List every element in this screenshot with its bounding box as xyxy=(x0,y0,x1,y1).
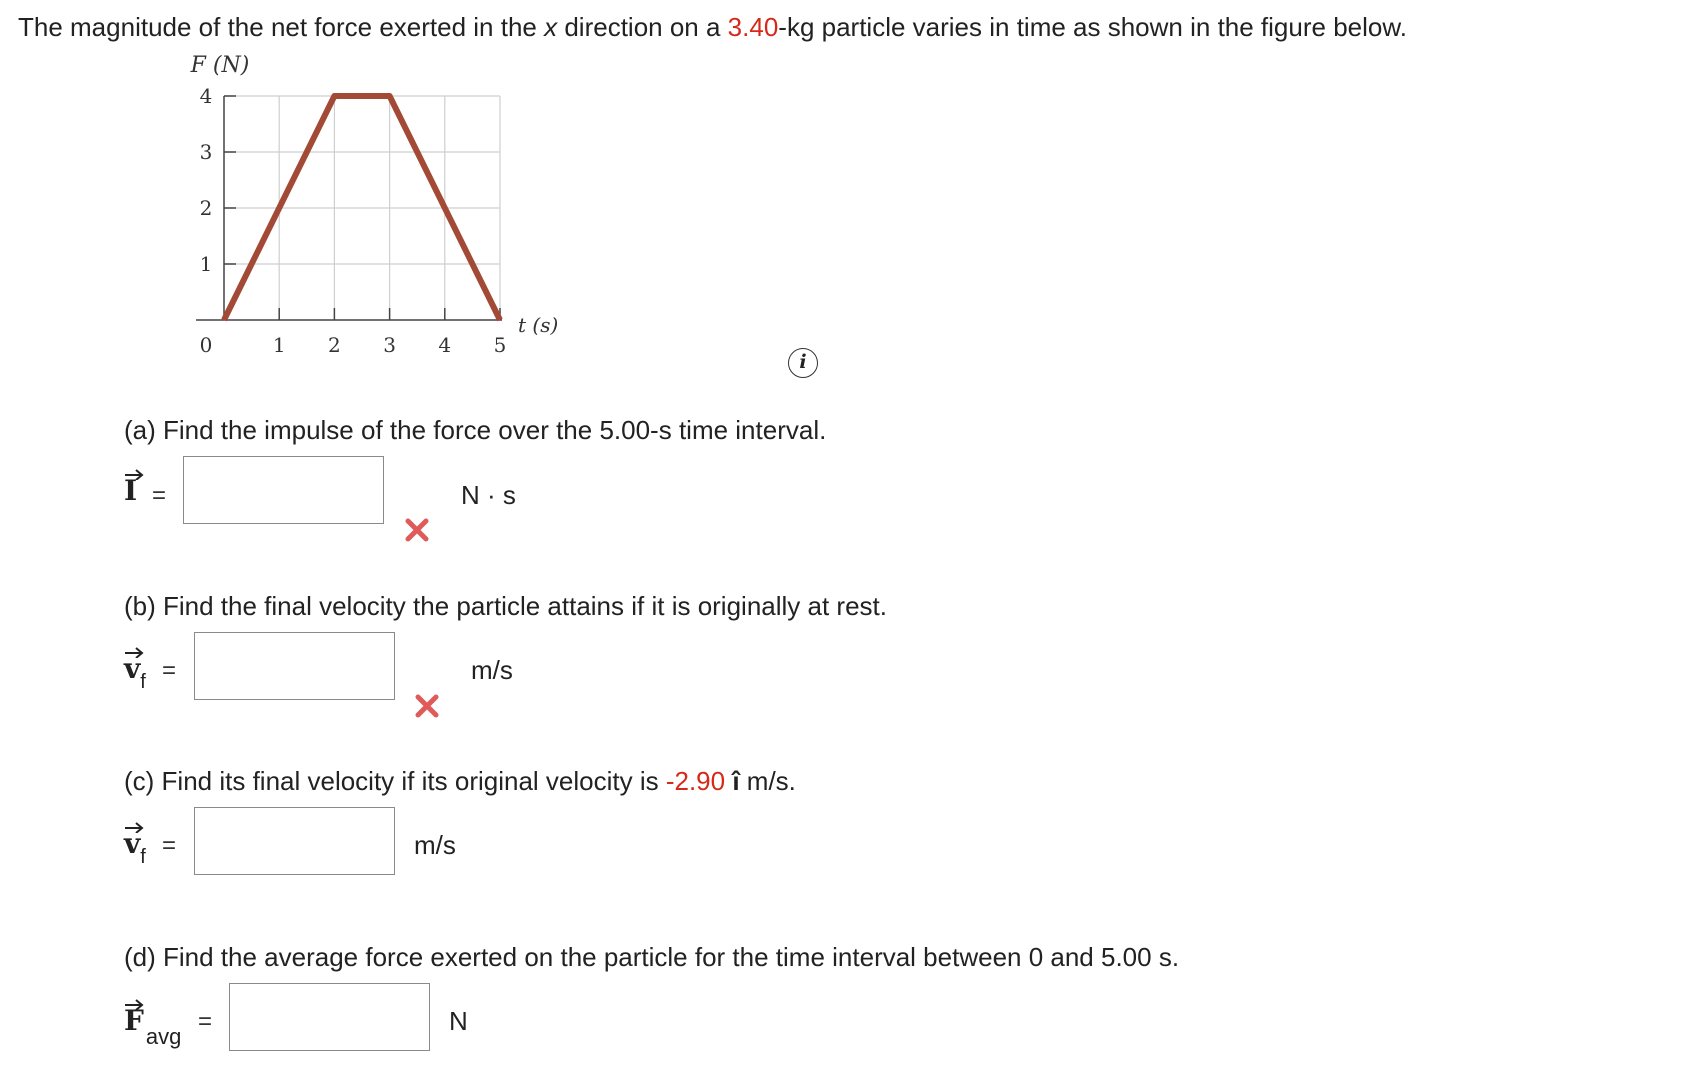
velocity-unit-b: m/s xyxy=(471,655,513,685)
final-velocity-input-c[interactable] xyxy=(194,807,395,875)
impulse-input[interactable] xyxy=(183,456,384,524)
vector-arrow-icon xyxy=(124,821,144,833)
y-tick-label: 1 xyxy=(199,252,213,276)
chart-grid xyxy=(224,96,500,320)
intro-text-1: The magnitude of the net force exerted in the xyxy=(18,12,545,42)
incorrect-mark-icon xyxy=(413,692,441,720)
info-icon[interactable]: i xyxy=(788,348,818,378)
x-tick-label: 3 xyxy=(383,333,396,357)
y-tick-label: 4 xyxy=(199,84,213,108)
question-b: (b) Find the final velocity the particle attains if it is originally at rest. xyxy=(124,591,887,621)
impulse-symbol xyxy=(124,474,137,507)
intro-text-2: direction on a xyxy=(557,12,728,42)
x-tick-label: 4 xyxy=(438,333,452,357)
force-subscript: avg xyxy=(145,1024,182,1049)
vector-arrow-icon xyxy=(124,646,144,658)
initial-velocity-value: -2.90 xyxy=(665,766,726,796)
mass-value: 3.40 xyxy=(727,12,779,42)
final-velocity-input-b[interactable] xyxy=(194,632,395,700)
force-time-chart xyxy=(0,0,620,380)
question-c xyxy=(124,766,796,797)
question-d: (d) Find the average force exerted on the particle for the time interval between 0 and 5.00 s. xyxy=(124,942,1180,972)
unit-vector-i: î xyxy=(732,766,740,796)
y-tick-label: 3 xyxy=(199,140,213,164)
x-tick-label: 1 xyxy=(272,333,286,357)
vector-arrow-icon xyxy=(124,468,144,480)
equals-sign-c: = xyxy=(162,832,177,859)
velocity-unit-c: m/s xyxy=(414,830,456,860)
y-axis-label: F (N) xyxy=(190,53,250,78)
equals-sign-d: = xyxy=(198,1008,213,1035)
average-force-symbol xyxy=(124,1004,182,1049)
intro-text-3: -kg particle varies in time as shown in the figure below. xyxy=(778,12,1407,42)
velocity-subscript-b: f xyxy=(140,671,146,693)
question-c-tail: m/s. xyxy=(739,766,796,796)
equals-sign-b: = xyxy=(162,657,177,684)
average-force-input[interactable] xyxy=(229,983,430,1051)
intro-variable: x xyxy=(544,12,558,42)
incorrect-mark-icon xyxy=(403,516,431,544)
force-letter: F xyxy=(124,1004,144,1037)
y-tick-label: 2 xyxy=(199,196,213,220)
question-c-text: (c) Find its final velocity if its original velocity is xyxy=(124,766,666,796)
average-force-unit: N xyxy=(449,1006,468,1036)
velocity-letter-c: v xyxy=(124,827,141,860)
x-axis-label: t (s) xyxy=(518,313,559,337)
final-velocity-symbol-c xyxy=(124,827,146,868)
velocity-letter-b: v xyxy=(124,652,141,685)
impulse-unit: N · s xyxy=(461,480,516,510)
final-velocity-symbol-b xyxy=(124,652,146,693)
x-tick-label: 2 xyxy=(328,333,341,357)
x-tick-label: 0 xyxy=(199,333,213,357)
x-tick-label: 5 xyxy=(493,333,507,357)
question-a: (a) Find the impulse of the force over the 5.00-s time interval. xyxy=(124,415,827,445)
vector-arrow-icon xyxy=(124,998,144,1010)
impulse-symbol-letter: I xyxy=(124,474,138,507)
velocity-subscript-c: f xyxy=(140,846,146,868)
equals-sign-a: = xyxy=(152,482,167,509)
